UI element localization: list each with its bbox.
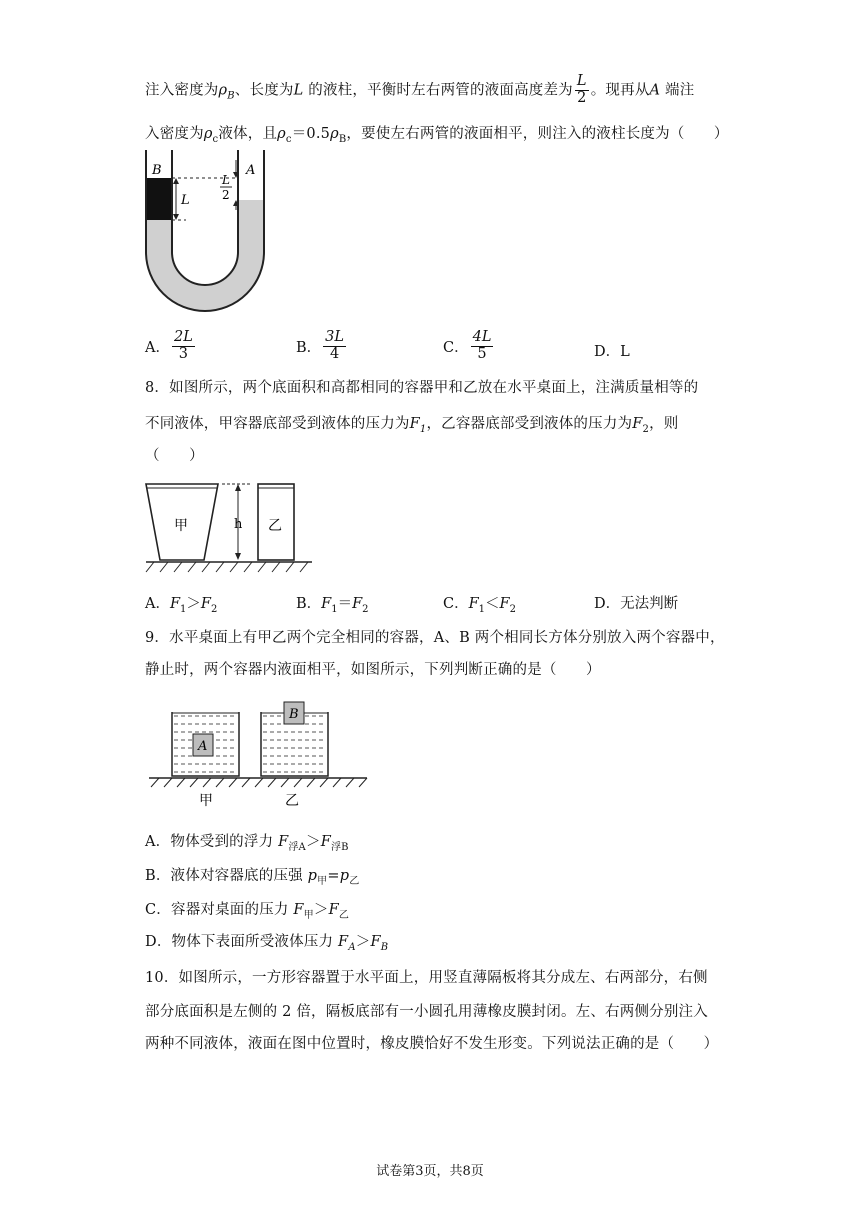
q7-option-b[interactable]: B． $\frac{3L}{4}$ <box>296 329 345 362</box>
page-footer: 试卷第3页，共8页 <box>376 1164 484 1179</box>
block-A-label: A <box>198 739 208 754</box>
q9-containers-figure <box>145 692 375 814</box>
container-jia-label: 甲 <box>199 793 213 809</box>
q8-option-d[interactable]: D．无法判断 <box>594 596 679 612</box>
container-yi-label: 乙 <box>268 518 282 534</box>
block-B-label: B <box>289 707 299 722</box>
q9-option-b[interactable]: B．液体对容器底的压强 $p_甲=p_乙$ <box>145 868 360 887</box>
q8-line-1: 8．如图所示，两个底面积和高都相同的容器甲和乙放在水平桌面上，注满质量相等的 <box>145 380 699 396</box>
q7-option-a[interactable]: A． $\frac{2L}{3}$ <box>145 329 193 362</box>
u-tube-figure <box>140 148 270 320</box>
q7-line-2: 入密度为$\rho_c$液体，且$\rho_c=0.5\rho_B$，要使左右两管的液面相平，则注入的液柱长度为（ ） <box>145 126 729 145</box>
container-jia-label: 甲 <box>174 518 188 534</box>
fig-label-L2-den: 2 <box>222 188 230 202</box>
q9-line-1: 9．水平桌面上有甲乙两个完全相同的容器，A、B 两个相同长方体分别放入两个容器中， <box>145 630 725 646</box>
q9-option-d[interactable]: D．物体下表面所受液体压力 $F_A>F_B$ <box>145 934 389 953</box>
q7-option-d[interactable]: D．L <box>594 344 630 360</box>
fig-label-B: B <box>152 163 162 178</box>
q7-option-c[interactable]: C． $\frac{4L}{5}$ <box>443 329 492 362</box>
q10-line-2: 部分底面积是左侧的 2 倍，隔板底部有一小圆孔用薄橡皮膜封闭。左、右两侧分别注入 <box>145 1004 708 1020</box>
q8-option-a[interactable]: A．$F_1>F_2$ <box>145 596 218 615</box>
q7-line-1: 注入密度为$\rho_B$、长度为L 的液柱，平衡时左右两管的液面高度差为 $\frac{L}{2}$ 。现再从A 端注 <box>145 73 695 106</box>
container-yi-label: 乙 <box>285 793 299 809</box>
q9-line-2: 静止时，两个容器内液面相平，如图所示，下列判断正确的是（ ） <box>145 662 601 678</box>
q8-line-3: （ ） <box>145 448 204 464</box>
q8-option-c[interactable]: C．$F_1<F_2$ <box>443 596 516 615</box>
q8-line-2: 不同液体，甲容器底部受到液体的压力为$F_1$，乙容器底部受到液体的压力为$F_2$，则 <box>145 416 679 435</box>
q9-option-a[interactable]: A．物体受到的浮力 $F_{浮A}>F_{浮B}$ <box>145 834 349 853</box>
q8-containers-figure <box>140 474 320 578</box>
fig-label-A: A <box>246 163 256 178</box>
q8-option-b[interactable]: B．$F_1=F_2$ <box>296 596 369 615</box>
fig-label-L: L <box>181 193 190 208</box>
q10-line-1: 10．如图所示，一方形容器置于水平面上，用竖直薄隔板将其分成左、右两部分，右侧 <box>145 970 708 986</box>
half-L-fraction: $\frac{L}{2}$ <box>576 73 587 106</box>
q10-line-3: 两种不同液体，液面在图中位置时，橡皮膜恰好不发生形变。下列说法正确的是（ ） <box>145 1036 719 1052</box>
height-h-label: h <box>234 517 243 532</box>
q9-option-c[interactable]: C．容器对桌面的压力 $F_甲>F_乙$ <box>145 902 350 921</box>
fig-label-L2-num: L <box>222 173 230 187</box>
